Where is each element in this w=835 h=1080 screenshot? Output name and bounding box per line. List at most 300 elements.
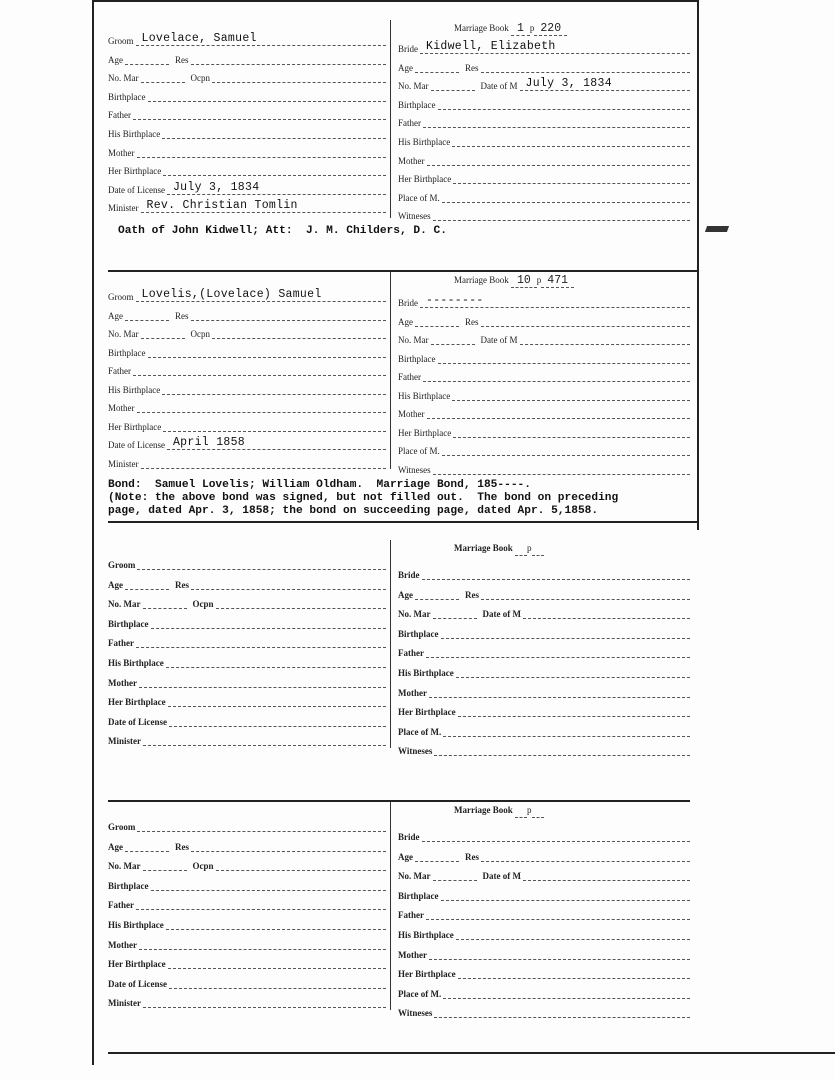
scan-smudge <box>705 226 729 232</box>
page-label: p <box>536 275 542 285</box>
groom-his-birthplace-field <box>108 914 386 930</box>
bride-bride-field <box>398 826 690 842</box>
blank-line <box>427 408 691 419</box>
no-mar-label: No. Mar <box>108 861 141 872</box>
blank-line <box>422 831 691 842</box>
column-divider <box>390 802 391 1010</box>
age-label: Age <box>398 589 413 600</box>
groom-age-field <box>108 305 386 321</box>
blank-line <box>143 997 386 1008</box>
res-label: Res <box>175 841 189 852</box>
father-label: Father <box>398 118 421 129</box>
bride-no-mar-field <box>398 329 690 345</box>
groom-mother-field <box>108 672 386 688</box>
his-birthplace-label: His Birthplace <box>108 384 161 395</box>
page-number: 220 <box>534 22 567 36</box>
his-birthplace-label: His Birthplace <box>108 658 164 668</box>
her-birthplace-label: Her Birthplace <box>398 969 456 980</box>
blank-line <box>167 436 386 450</box>
birthplace-label: Birthplace <box>398 628 439 639</box>
place-of-m-label: Place of M. <box>398 988 442 999</box>
blank-line <box>520 77 691 91</box>
bride-birthplace-field <box>398 94 690 110</box>
father-label: Father <box>398 372 421 382</box>
blank-line <box>136 637 386 648</box>
blank-line <box>415 62 459 73</box>
bride-label: Bride <box>398 570 420 580</box>
mother-label: Mother <box>398 155 425 166</box>
ocpn-label: Ocpn <box>190 73 210 84</box>
blank-line <box>137 821 386 832</box>
record-note: Bond: Samuel Lovelis; William Oldham. Marriage Bond, 185----. (Note: the above bond was signed, but not filled out. The bond on preceding page, dated Apr. 3, 1858; the bond on succeeding page, dated Apr. 5,1858. <box>108 479 619 517</box>
age-label: Age <box>108 841 123 852</box>
groom-father-field <box>108 632 386 648</box>
blank-line <box>137 402 387 413</box>
groom-father-field <box>108 894 386 910</box>
blank-line <box>442 192 690 203</box>
bride-place-of-m-field <box>398 983 690 999</box>
blank-line <box>434 745 690 756</box>
groom-mother-field <box>108 934 386 950</box>
bride-bride-field <box>398 38 690 54</box>
date-of-m-label: Date of M <box>480 335 518 345</box>
page-number: 471 <box>541 274 574 288</box>
bride-no-mar-field <box>398 75 690 91</box>
book-number <box>515 542 527 556</box>
groom-date-of-license-field <box>108 711 386 727</box>
marriage-record-card <box>108 22 693 275</box>
minister-value: Rev. Christian Tomlin <box>146 199 298 213</box>
blank-line <box>429 949 690 960</box>
top-border <box>92 0 699 2</box>
blank-line <box>151 880 387 891</box>
blank-line <box>167 180 386 195</box>
bride-birthplace-field <box>398 885 690 901</box>
right-border <box>697 0 699 530</box>
blank-line <box>523 870 690 881</box>
res-label: Res <box>465 589 479 600</box>
blank-line <box>415 851 459 862</box>
witnesses-label: Witneses <box>398 1008 433 1019</box>
her-birthplace-label: Her Birthplace <box>398 707 456 718</box>
blank-line <box>168 696 386 707</box>
blank-line <box>137 559 386 570</box>
mother-label: Mother <box>398 687 427 698</box>
groom-her-birthplace-field <box>108 953 386 969</box>
no-mar-label: No. Mar <box>398 335 429 345</box>
witnesses-label: Witneses <box>398 211 431 222</box>
bride-mother-field <box>398 403 690 419</box>
minister-label: Minister <box>108 998 141 1009</box>
groom-birthplace-field <box>108 875 386 891</box>
bride-witnesses-field <box>398 205 690 221</box>
no-mar-label: No. Mar <box>398 609 431 620</box>
minister-label: Minister <box>108 736 141 747</box>
groom-label: Groom <box>108 560 136 570</box>
age-label: Age <box>108 54 123 65</box>
blank-line <box>429 687 690 698</box>
blank-line <box>125 841 169 852</box>
page-label: p <box>527 805 532 815</box>
bride-father-field <box>398 642 690 658</box>
bride-age-field <box>398 846 690 862</box>
page-label: p <box>527 543 532 553</box>
groom-age-field <box>108 836 386 852</box>
blank-line <box>433 870 477 881</box>
page-label: p <box>529 23 535 33</box>
bride-birthplace-field <box>398 348 690 364</box>
no-mar-label: No. Mar <box>108 73 139 84</box>
blank-line <box>191 841 386 852</box>
groom-mother-field <box>108 397 386 413</box>
mother-label: Mother <box>398 949 427 960</box>
blank-line <box>141 199 387 213</box>
blank-line <box>191 579 386 590</box>
groom-date-of-license-field <box>108 434 386 450</box>
bride-no-mar-field <box>398 603 690 619</box>
blank-line <box>438 99 691 110</box>
date-of-license-label: Date of License <box>108 184 165 195</box>
blank-line <box>420 294 690 308</box>
groom-label: Groom <box>108 36 134 46</box>
marriage-book-reference <box>454 542 544 555</box>
blank-line <box>216 598 386 609</box>
birthplace-label: Birthplace <box>398 890 439 901</box>
father-label: Father <box>108 638 134 649</box>
blank-line <box>216 860 386 871</box>
mother-label: Mother <box>108 403 135 413</box>
age-label: Age <box>398 316 413 327</box>
blank-line <box>433 464 690 475</box>
no-mar-label: No. Mar <box>398 81 429 92</box>
blank-line <box>434 1007 690 1018</box>
her-birthplace-label: Her Birthplace <box>398 427 452 438</box>
bride-mother-field <box>398 682 690 698</box>
minister-label: Minister <box>108 458 139 469</box>
blank-line <box>168 958 386 969</box>
mother-label: Mother <box>108 147 135 158</box>
res-label: Res <box>175 310 189 321</box>
groom-no-mar-field <box>108 593 386 609</box>
blank-line <box>136 899 386 910</box>
father-label: Father <box>398 910 424 921</box>
groom-date-of-license-field <box>108 973 386 989</box>
her-birthplace-label: Her Birthplace <box>398 174 452 185</box>
blank-line <box>433 608 477 619</box>
groom-value: Lovelace, Samuel <box>141 32 257 45</box>
res-label: Res <box>465 851 479 862</box>
left-border <box>92 0 94 1065</box>
groom-minister-field <box>108 730 386 746</box>
blank-line <box>441 890 691 901</box>
no-mar-label: No. Mar <box>108 329 139 339</box>
blank-line <box>415 316 459 327</box>
birthplace-label: Birthplace <box>108 91 146 102</box>
blank-line <box>166 919 386 930</box>
bride-age-field <box>398 57 690 73</box>
groom-groom-field <box>108 286 386 302</box>
res-label: Res <box>175 54 189 65</box>
blank-line <box>191 54 387 65</box>
place-of-m-label: Place of M. <box>398 192 440 203</box>
bride-label: Bride <box>398 44 418 54</box>
record-note: Oath of John Kidwell; Att: J. M. Childers, D. C. <box>118 225 447 237</box>
blank-line <box>442 445 690 456</box>
marriage-book-reference <box>454 274 574 287</box>
witnesses-label: Witneses <box>398 746 433 757</box>
blank-line <box>481 316 691 327</box>
bride-witnesses-field <box>398 1002 690 1018</box>
blank-line <box>169 978 386 989</box>
blank-line <box>520 334 691 345</box>
bride-father-field <box>398 366 690 382</box>
blank-line <box>481 589 690 600</box>
ocpn-label: Ocpn <box>192 861 214 872</box>
no-mar-label: No. Mar <box>108 599 141 610</box>
groom-mother-field <box>108 142 386 158</box>
blank-line <box>143 598 187 609</box>
marriage-book-label: Marriage Book <box>454 543 513 553</box>
blank-line <box>443 726 690 737</box>
her-birthplace-label: Her Birthplace <box>108 959 166 970</box>
age-label: Age <box>108 310 123 321</box>
his-birthplace-label: His Birthplace <box>108 920 164 930</box>
birthplace-label: Birthplace <box>108 618 149 629</box>
blank-line <box>212 328 386 339</box>
witnesses-label: Witneses <box>398 464 431 475</box>
blank-line <box>163 421 386 432</box>
age-label: Age <box>108 579 123 590</box>
birthplace-label: Birthplace <box>398 99 436 110</box>
groom-minister-field <box>108 453 386 469</box>
groom-her-birthplace-field <box>108 160 386 176</box>
blank-line <box>458 968 690 979</box>
bride-no-mar-field <box>398 865 690 881</box>
page-number <box>532 542 544 556</box>
groom-his-birthplace-field <box>108 123 386 139</box>
blank-line <box>453 173 690 184</box>
blank-line <box>481 62 691 73</box>
bride-his-birthplace-field <box>398 662 690 678</box>
blank-line <box>148 91 387 102</box>
bride-his-birthplace-field <box>398 924 690 940</box>
groom-his-birthplace-field <box>108 379 386 395</box>
blank-line <box>162 384 386 395</box>
date-of-license-label: Date of License <box>108 440 165 450</box>
bride-mother-field <box>398 944 690 960</box>
blank-line <box>415 589 459 600</box>
his-birthplace-label: His Birthplace <box>398 137 451 147</box>
bride-place-of-m-field <box>398 440 690 456</box>
groom-no-mar-field <box>108 323 386 339</box>
blank-line <box>481 851 690 862</box>
blank-line <box>443 988 690 999</box>
minister-label: Minister <box>108 203 139 214</box>
column-divider <box>390 20 391 218</box>
groom-groom-field <box>108 30 386 46</box>
groom-her-birthplace-field <box>108 416 386 432</box>
blank-line <box>143 860 187 871</box>
blank-line <box>141 72 185 83</box>
blank-line <box>125 310 169 321</box>
marriage-book-label: Marriage Book <box>454 275 509 285</box>
blank-line <box>433 210 690 221</box>
blank-line <box>166 657 386 668</box>
groom-minister-field <box>108 992 386 1008</box>
place-of-m-label: Place of M. <box>398 726 442 737</box>
bride-label: Bride <box>398 832 420 842</box>
groom-no-mar-field <box>108 855 386 871</box>
groom-groom-field <box>108 816 386 832</box>
groom-age-field <box>108 49 386 65</box>
blank-line <box>212 72 386 83</box>
groom-father-field <box>108 104 386 120</box>
bride-mother-field <box>398 150 690 166</box>
book-number: 1 <box>511 22 530 36</box>
his-birthplace-label: His Birthplace <box>398 668 454 678</box>
bride-bride-field <box>398 564 690 580</box>
groom-birthplace-field <box>108 342 386 358</box>
blank-line <box>163 165 386 176</box>
groom-his-birthplace-field <box>108 652 386 668</box>
blank-line <box>125 54 169 65</box>
marriage-record-card <box>108 805 693 1068</box>
marriage-book-reference <box>454 804 544 817</box>
birthplace-label: Birthplace <box>398 353 436 364</box>
blank-line <box>423 371 690 382</box>
place-of-m-label: Place of M. <box>398 446 440 456</box>
her-birthplace-label: Her Birthplace <box>108 421 162 432</box>
bride-value: Kidwell, Elizabeth <box>426 40 556 53</box>
column-divider <box>390 540 391 748</box>
blank-line <box>191 310 387 321</box>
no-mar-label: No. Mar <box>398 871 431 882</box>
groom-value: Lovelis,(Lovelace) Samuel <box>141 288 322 301</box>
blank-line <box>456 667 690 678</box>
page-number <box>532 804 544 818</box>
groom-birthplace-field <box>108 86 386 102</box>
bride-her-birthplace-field <box>398 701 690 717</box>
bride-her-birthplace-field <box>398 168 690 184</box>
blank-line <box>141 458 387 469</box>
bride-her-birthplace-field <box>398 422 690 438</box>
age-label: Age <box>398 851 413 862</box>
blank-line <box>423 117 690 128</box>
bride-witnesses-field <box>398 740 690 756</box>
res-label: Res <box>465 316 479 327</box>
blank-line <box>453 427 690 438</box>
his-birthplace-label: His Birthplace <box>398 930 454 940</box>
groom-her-birthplace-field <box>108 691 386 707</box>
bride-his-birthplace-field <box>398 131 690 147</box>
marriage-record-card <box>108 274 693 526</box>
ocpn-label: Ocpn <box>192 599 214 610</box>
blank-line <box>139 939 386 950</box>
his-birthplace-label: His Birthplace <box>398 390 451 401</box>
date-of-m-value: July 3, 1834 <box>525 77 612 91</box>
marriage-book-label: Marriage Book <box>454 23 509 33</box>
father-label: Father <box>108 366 131 376</box>
res-label: Res <box>465 62 479 73</box>
blank-line <box>133 109 386 120</box>
bride-bride-field <box>398 292 690 308</box>
blank-line <box>143 735 386 746</box>
blank-line <box>133 365 386 376</box>
blank-line <box>141 328 185 339</box>
blank-line <box>426 909 690 920</box>
bride-age-field <box>398 311 690 327</box>
bride-father-field <box>398 904 690 920</box>
groom-age-field <box>108 574 386 590</box>
birthplace-label: Birthplace <box>108 880 149 891</box>
her-birthplace-label: Her Birthplace <box>108 697 166 708</box>
mother-label: Mother <box>398 409 425 419</box>
father-label: Father <box>398 648 424 659</box>
blank-line <box>136 288 387 302</box>
blank-line <box>452 136 690 147</box>
mother-label: Mother <box>108 939 137 950</box>
bride-place-of-m-field <box>398 187 690 203</box>
blank-line <box>426 647 690 658</box>
blank-line <box>456 929 690 940</box>
blank-line <box>523 608 690 619</box>
res-label: Res <box>175 579 189 590</box>
blank-line <box>422 569 691 580</box>
groom-groom-field <box>108 554 386 570</box>
date-of-license-value: April 1858 <box>172 436 245 449</box>
bride-label: Bride <box>398 298 418 308</box>
blank-line <box>125 579 169 590</box>
groom-label: Groom <box>108 822 136 832</box>
marriage-record-card <box>108 543 693 806</box>
date-of-m-label: Date of M <box>480 81 518 92</box>
date-of-m-label: Date of M <box>482 871 521 882</box>
her-birthplace-label: Her Birthplace <box>108 166 162 177</box>
bride-place-of-m-field <box>398 721 690 737</box>
blank-line <box>162 128 386 139</box>
book-number <box>515 804 527 818</box>
bride-witnesses-field <box>398 459 690 475</box>
groom-minister-field <box>108 197 386 213</box>
blank-line <box>137 147 387 158</box>
bride-his-birthplace-field <box>398 385 690 401</box>
blank-line <box>427 155 691 166</box>
groom-date-of-license-field <box>108 179 386 195</box>
blank-line <box>420 40 690 54</box>
blank-line <box>139 677 386 688</box>
birthplace-label: Birthplace <box>108 347 146 358</box>
blank-line <box>136 32 387 46</box>
bride-her-birthplace-field <box>398 963 690 979</box>
blank-line <box>169 716 386 727</box>
bride-value: -------- <box>426 294 484 307</box>
blank-line <box>431 334 475 345</box>
column-divider <box>390 272 391 469</box>
blank-line <box>452 390 690 401</box>
blank-line <box>148 347 387 358</box>
date-of-license-label: Date of License <box>108 716 167 727</box>
age-label: Age <box>398 62 413 73</box>
marriage-book-label: Marriage Book <box>454 805 513 815</box>
bride-birthplace-field <box>398 623 690 639</box>
father-label: Father <box>108 110 131 121</box>
blank-line <box>458 706 690 717</box>
bride-father-field <box>398 112 690 128</box>
blank-line <box>441 628 691 639</box>
groom-label: Groom <box>108 292 134 302</box>
date-of-license-label: Date of License <box>108 978 167 989</box>
father-label: Father <box>108 900 134 911</box>
